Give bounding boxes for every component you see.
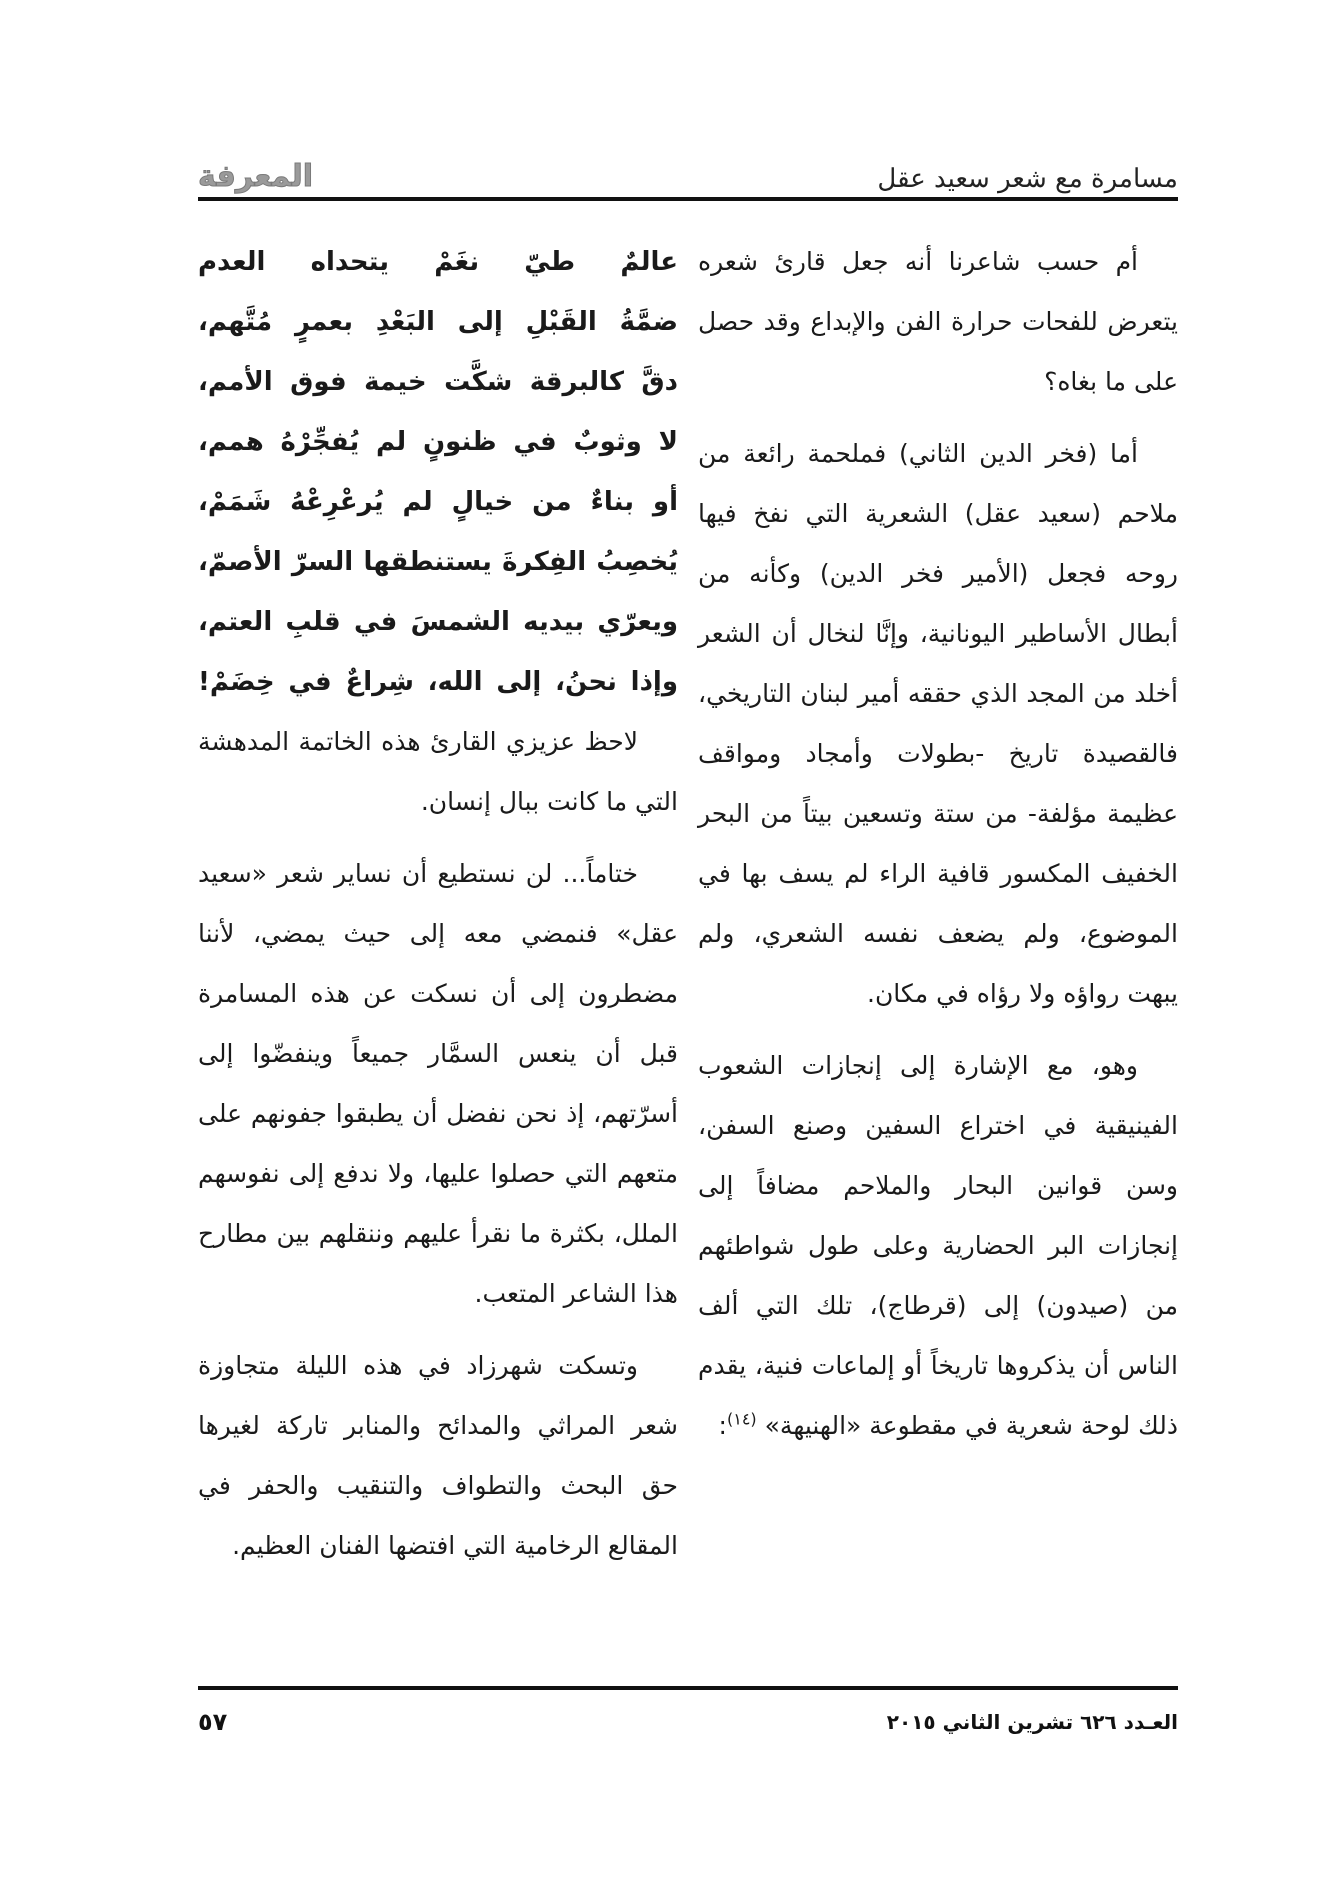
running-title: مسامرة مع شعر سعيد عقل: [877, 164, 1178, 194]
poem-line: ويعرّي بيديه الشمسَ في قلبِ العتم،: [198, 607, 678, 637]
poem-stanza: [198, 232, 678, 712]
right-column: [698, 232, 1178, 1456]
paragraph: أم حسب شاعرنا أنه جعل قارئ شعره يتعرض للفحات حرارة الفن والإبداع وقد حصل على ما بغاه؟: [698, 247, 1178, 396]
magazine-logo: المعرفة: [198, 159, 314, 194]
paragraph: أما (فخر الدين الثاني) فملحمة رائعة من ملاحم (سعيد عقل) الشعرية التي نفخ فيها روحه فجعل (الأمير فخر الدين) وكأنه من أبطال الأساطير اليونانية، وإنَّا لنخال أن الشعر أخلد من المجد الذي حققه أمير لبنان التاريخي، فالقصيدة تاريخ -بطولات وأمجاد ومواقف عظيمة مؤلفة- من ستة وتسعين بيتاً من البحر الخفيف المكسور قافية الراء لم يسف بها في الموضوع، ولم يضعف نفسه الشعري، ولم يبهت رواؤه ولا رؤاه في مكان.: [698, 439, 1178, 1008]
footnote-ref[interactable]: (١٤): [726, 1409, 757, 1429]
poem-line: وإذا نحنُ، إلى الله، شِراعٌ في خِضَمْ!: [198, 667, 678, 697]
paragraph: ختاماً... لن نستطيع أن نساير شعر «سعيد عقل» فنمضي معه إلى حيث يمضي، لأننا مضطرون إلى أن نسكت عن هذه المسامرة قبل أن ينعس السمَّار جميعاً وينفضّوا إلى أسرّتهم، إذ نحن نفضل أن يطبقوا جفونهم على متعهم التي حصلوا عليها، ولا ندفع إلى نفوسهم الملل، بكثرة ما نقرأ عليهم وننقلهم بين مطارح هذا الشاعر المتعب.: [198, 859, 678, 1308]
paragraph-end: :: [718, 1411, 727, 1440]
poem-line: أو بناءٌ من خيالٍ لم يُرعْرِعْهُ شَمَمْ،: [198, 487, 678, 517]
poem-line: يُخصِبُ الفِكرةَ يستنطقها السرّ الأصمّ،: [198, 547, 678, 577]
paragraph: لاحظ عزيزي القارئ هذه الخاتمة المدهشة التي ما كانت ببال إنسان.: [198, 727, 678, 816]
page-number: ٥٧: [198, 1708, 228, 1736]
poem-line: لا وثوبٌ في ظنونٍ لم يُفجِّرْهُ همم،: [198, 427, 678, 457]
paragraph: وتسكت شهرزاد في هذه الليلة متجاوزة شعر المراثي والمدائح والمنابر تاركة لغيرها حق البحث والتطواف والتنقيب والحفر في المقالع الرخامية التي افتضها الفنان العظيم.: [198, 1351, 678, 1560]
issue-info: العـدد ٦٢٦ تشرين الثاني ٢٠١٥: [886, 1710, 1178, 1734]
footer-rule: [198, 1686, 1178, 1690]
left-column: [198, 232, 678, 1576]
poem-line: دقَّ كالبرقة شكَّت خيمة فوق الأمم،: [198, 367, 678, 397]
page-footer: [198, 1708, 1178, 1736]
poem-line: ضمَّةُ القَبْلِ إلى البَعْدِ بعمرٍ مُتَّهم،: [198, 307, 678, 337]
paragraph-with-footnote: [698, 1036, 1178, 1456]
header-rule: [198, 197, 1178, 201]
poem-line: عالمٌ طيّ نغَمْ يتحداه العدم: [198, 247, 678, 277]
paragraph-text: وهو، مع الإشارة إلى إنجازات الشعوب الفينيقية في اختراع السفين وصنع السفن، وسن قوانين البحار والملاحم مضافاً إلى إنجازات البر الحضارية وعلى طول شواطئهم من (صيدون) إلى (قرطاج)، تلك التي ألف الناس أن يذكروها تاريخاً أو إلماعات فنية، يقدم ذلك لوحة شعرية في مقطوعة «الهنيهة»: [698, 1051, 1178, 1440]
page-header: [198, 150, 1178, 192]
